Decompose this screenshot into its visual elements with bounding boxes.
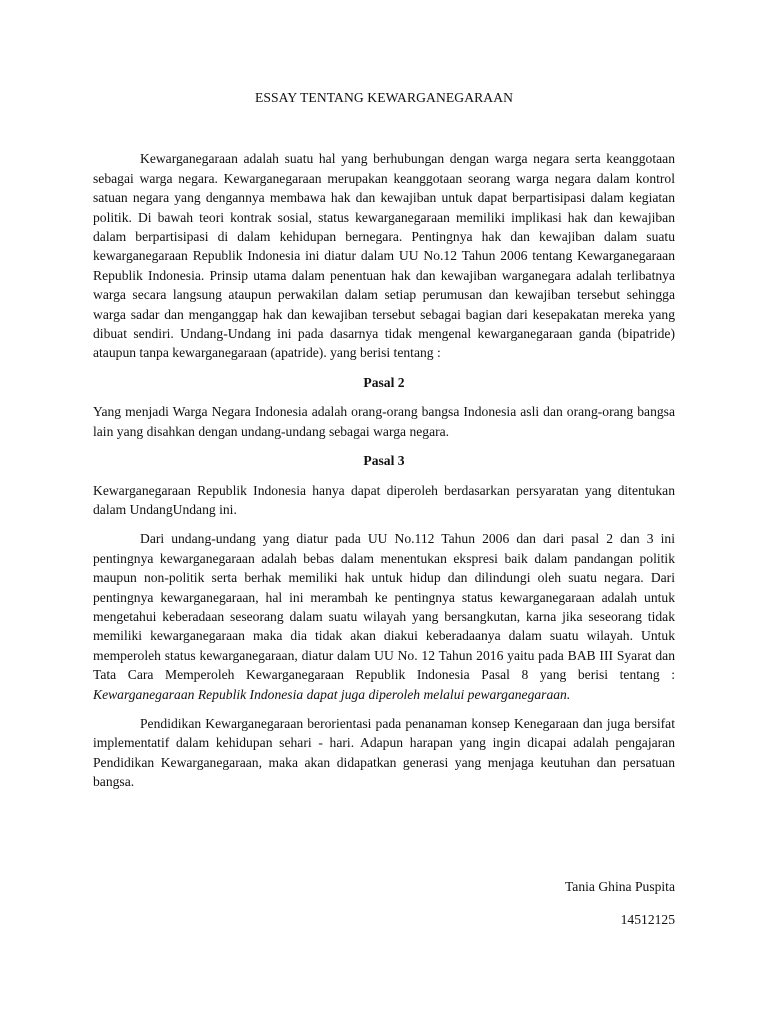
pasal-3-text: Kewarganegaraan Republik Indonesia hanya dapat diperoleh berdasarkan persyaratan yang ditentukan dalam UndangUndang ini. (93, 482, 675, 517)
pasal-3-heading: Pasal 3 (363, 453, 405, 469)
author-name: Tania Ghina Puspita (564, 879, 675, 894)
document-title: ESSAY TENTANG KEWARGANEGARAAN (254, 90, 514, 105)
pasal-2-heading: Pasal 2 (363, 374, 405, 390)
pasal-2-text: Yang menjadi Warga Negara Indonesia adalah orang-orang bangsa Indonesia asli dan orang-orang bangsa lain yang disahkan dengan undang-undang sebagai warga negara. (93, 404, 675, 439)
analysis-text: Dari undang-undang yang diatur pada UU No.112 Tahun 2006 dan dari pasal 2 dan 3 ini pentingnya kewarganegaraan adalah bebas dalam menentukan ekspresi baik dalam pandangan politik maupun non-politik serta berhak memiliki hak untuk hidup dan dilindungi oleh suatu negara. Dari pentingnya kewarganegaraan, hal ini merambah ke pentingnya status kewarganegaraan adalah untuk mengetahui keberadaan seseorang dalam suatu wilayah yang bersangkutan, karna jika seseorang tidak memiliki kewarganegaraan maka dia tidak akan diakui keberadaanya dalam suatu wilayah. Untuk memperoleh status kewarganegaraan, diatur dalam UU No. 12 Tahun 2016 yaitu pada BAB III Syarat dan Tata Cara Memperoleh Kewarganegaraan Republik Indonesia Pasal 8 yang berisi tentang : (93, 531, 675, 683)
student-id: 14512125 (620, 912, 675, 928)
document-body (93, 88, 675, 792)
intro-paragraph: Kewarganegaraan adalah suatu hal yang berhubungan dengan warga negara serta keanggotaan sebagai warga negara. Kewarganegaraan merupakan keanggotaan seorang warga negara dalam kontrol satuan negara yang dengannya membawa hak dan kewajiban untuk dapat berpartisipasi dalam kegiatan politik. Di bawah teori kontrak sosial, status kewarganegaraan memiliki implikasi hak dan kewajiban dalam berpartisipasi di dalam kehidupan bernegara. Pentingnya hak dan kewajiban dalam suatu kewarganegaraan Republik Indonesia ini diatur dalam UU No.12 Tahun 2006 tentang Kewarganegaraan Republik Indonesia. Prinsip utama dalam penentuan hak dan kewajiban warganegara adalah terlibatnya warga secara langsung ataupun perwakilan dalam setiap perumusan dan kewajiban tersebut sehingga warga sadar dan menganggap hak dan kewajiban tersebut sebagai bagian dari kesepakatan mereka yang dibuat sendiri. Undang-Undang ini pada dasarnya tidak mengenal kewarganegaraan ganda (bipatride) ataupun tanpa kewarganegaraan (apatride). yang berisi tentang : (93, 151, 675, 361)
closing-paragraph: Pendidikan Kewarganegaraan berorientasi pada penanaman konsep Kenegaraan dan juga bersifat implementatif dalam kehidupan sehari - hari. Adapun harapan yang ingin dicapai adalah pengajaran Pendidikan Kewarganegaraan, maka akan didapatkan generasi yang menjaga keutuhan dan persatuan bangsa. (93, 715, 675, 790)
signature-block (565, 877, 675, 930)
analysis-paragraph (93, 529, 675, 704)
analysis-quote: Kewarganegaraan Republik Indonesia dapat juga diperoleh melalui pewarganegaraan. (93, 686, 571, 702)
